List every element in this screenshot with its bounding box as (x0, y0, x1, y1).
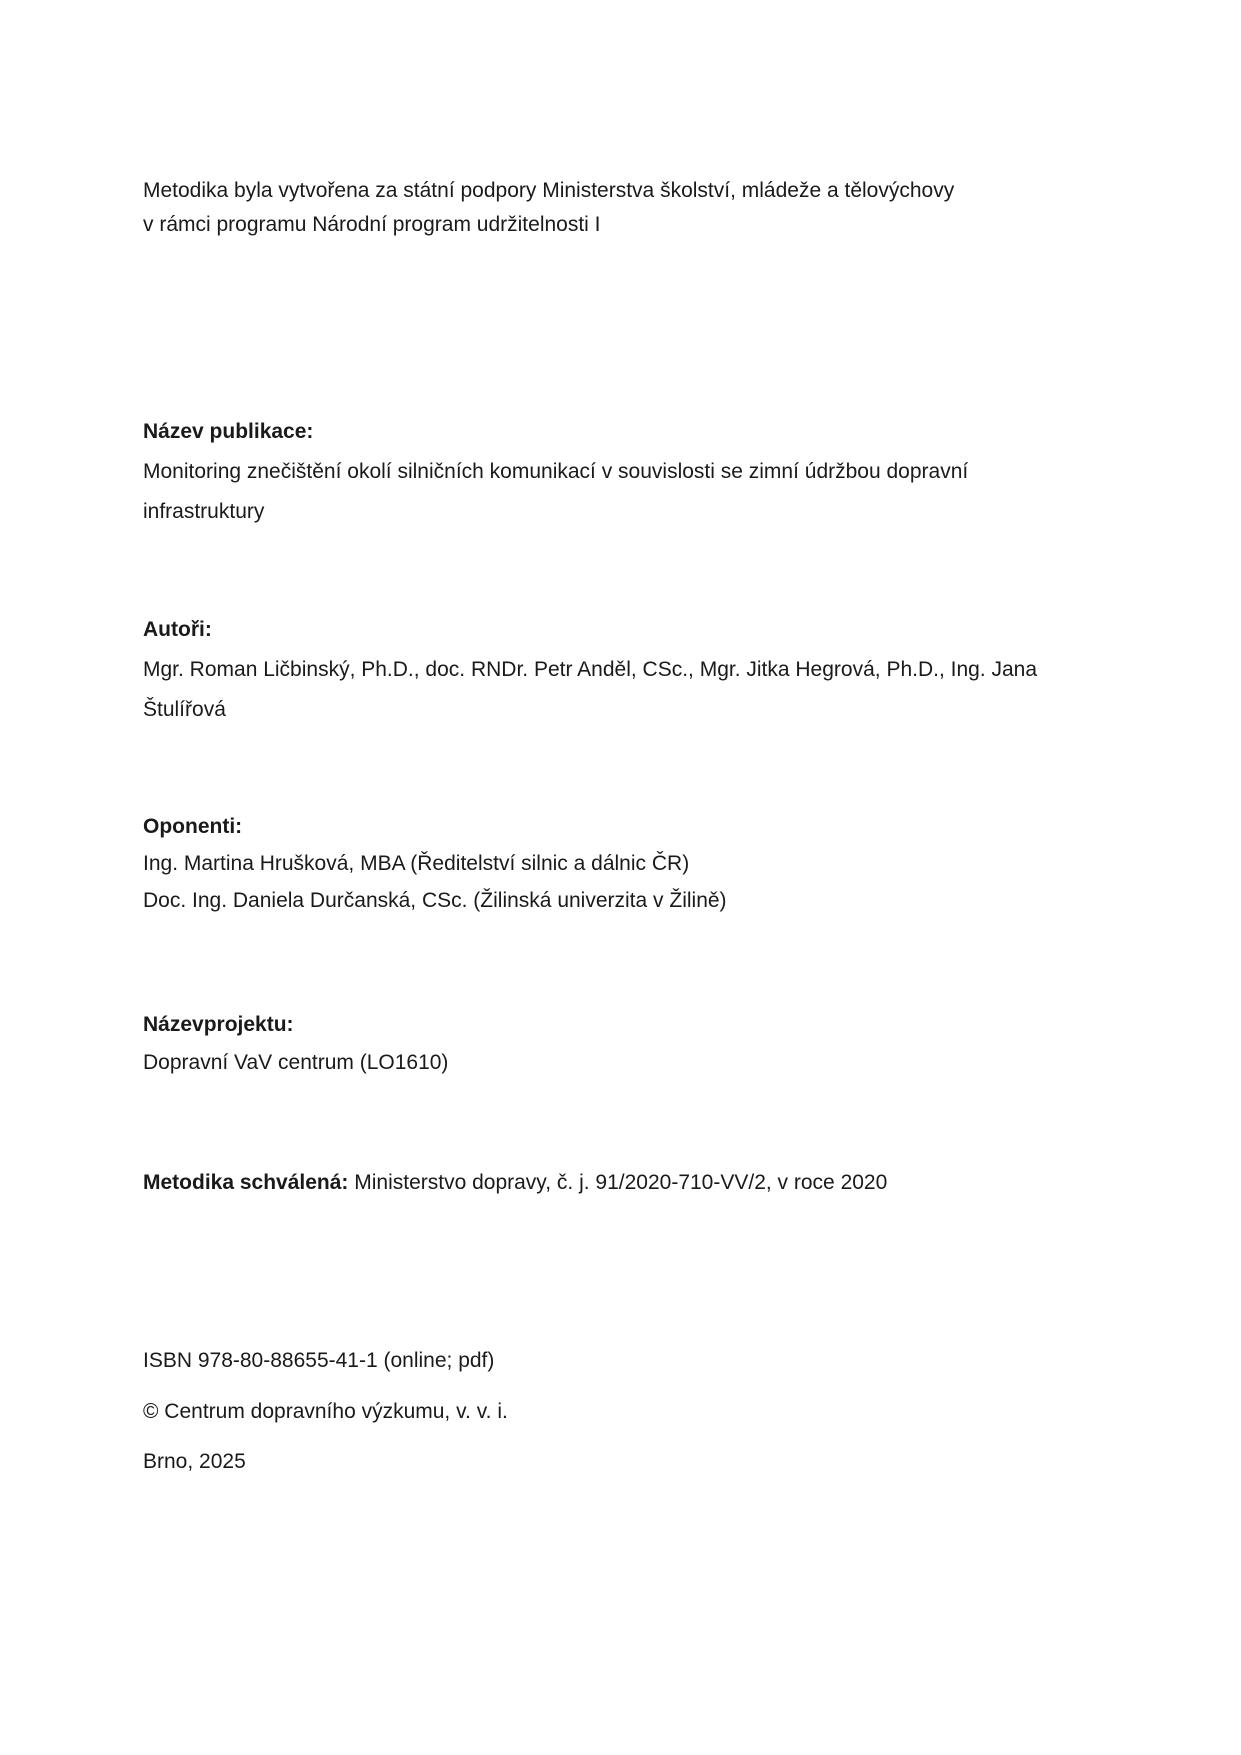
project-name: Dopravní VaV centrum (LO1610) (143, 1051, 449, 1074)
authors-line-1: Mgr. Roman Ličbinský, Ph.D., doc. RNDr. Petr Anděl, CSc., Mgr. Jitka Hegrová, Ph.D., Ing. Jana (143, 658, 1038, 681)
approval-value: Ministerstvo dopravy, č. j. 91/2020-710-VV/2, v roce 2020 (348, 1171, 888, 1194)
approval-line (143, 1164, 1103, 1202)
approval-section (143, 1164, 1103, 1202)
support-line-1: Metodika byla vytvořena za státní podpory Ministerstva školství, mládeže a tělovýchovy (143, 179, 955, 202)
publication-title-line-2: infrastruktury (143, 500, 265, 523)
isbn: ISBN 978-80-88655-41-1 (online; pdf) (143, 1349, 495, 1372)
reviewers-section (143, 808, 1103, 919)
support-statement (143, 174, 1103, 242)
reviewer-item: Doc. Ing. Daniela Durčanská, CSc. (Žilinská univerzita v Žilině) (143, 889, 727, 912)
authors-section (143, 610, 1103, 730)
support-line-2: v rámci programu Národní program udržitelnosti I (143, 213, 601, 236)
approval-label: Metodika schválená: (143, 1171, 349, 1194)
authors-line-2: Štulířová (143, 698, 226, 721)
publication-title-label: Název publikace: (143, 420, 314, 443)
project-section (143, 1006, 1103, 1082)
authors-label: Autoři: (143, 618, 212, 641)
reviewers-label: Oponenti: (143, 815, 243, 838)
reviewer-item: Ing. Martina Hrušková, MBA (Ředitelství silnic a dálnic ČR) (143, 852, 690, 875)
place-and-year: Brno, 2025 (143, 1450, 246, 1473)
publication-title-section (143, 412, 1103, 532)
project-label: Názevprojektu: (143, 1013, 294, 1036)
publication-title-line-1: Monitoring znečištění okolí silničních komunikací v souvislosti se zimní údržbou dopravní (143, 460, 969, 483)
copyright-notice: © Centrum dopravního výzkumu, v. v. i. (143, 1400, 508, 1423)
